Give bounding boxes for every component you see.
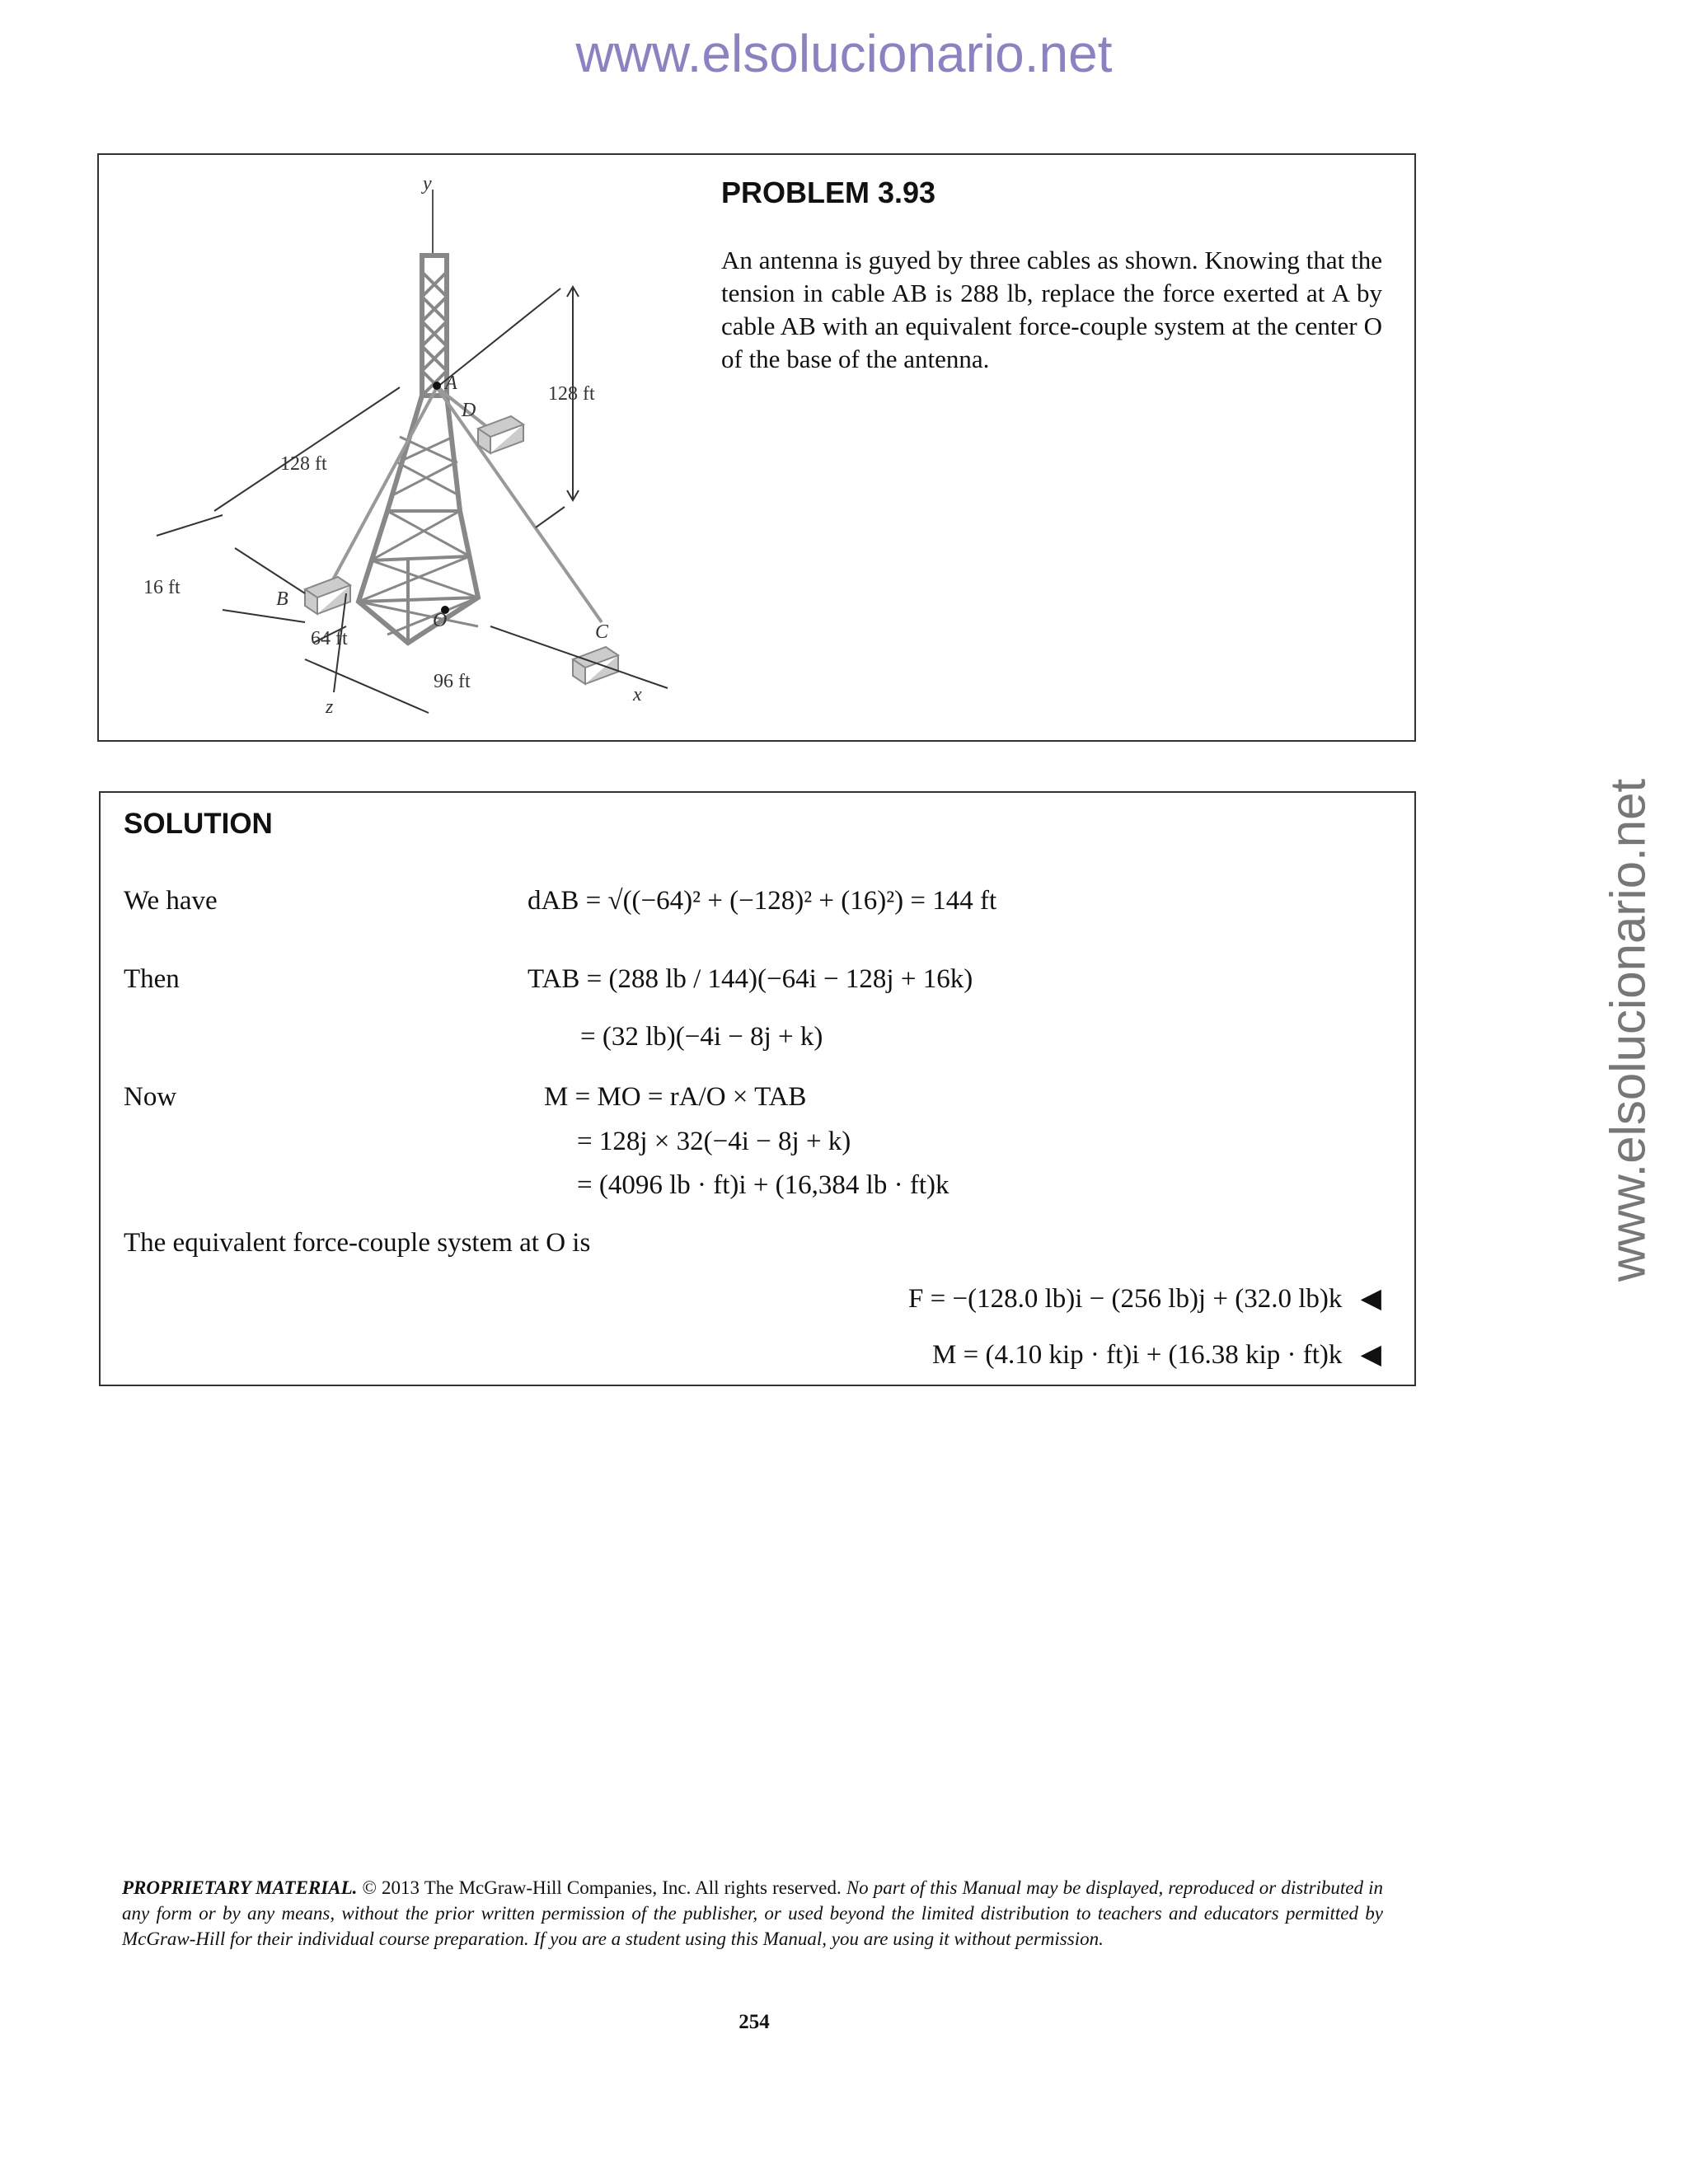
problem-statement: An antenna is guyed by three cables as shown. Knowing that the tension in cable AB is 288 lb, replace the force exerted at A by cable AB with an equivalent force-couple system at the center O of the base of the antenna.: [721, 246, 1382, 373]
dim-128: 128 ft: [280, 453, 327, 475]
label-O: O: [433, 610, 448, 631]
conclusion-text: The equivalent force-couple system at O is: [124, 1228, 591, 1258]
watermark-side: www.elsolucionario.net: [1600, 778, 1656, 1282]
antenna-figure: [115, 165, 709, 733]
label-A: A: [445, 373, 457, 394]
eq-moment: M = MO = rA/O × TAB: [544, 1082, 807, 1112]
eq-moment-cross: = 128j × 32(−4i − 8j + k): [577, 1127, 851, 1156]
answer-marker-icon: ◀: [1360, 1284, 1381, 1314]
label-x: x: [633, 684, 642, 705]
footer-copyright: © 2013 The McGraw-Hill Companies, Inc. All rights reserved.: [357, 1877, 846, 1898]
dim-16: 16 ft: [143, 577, 181, 598]
answer-force: [908, 1282, 1381, 1315]
solution-title: SOLUTION: [124, 808, 273, 840]
eq-distance: dAB = √((−64)² + (−128)² + (16)²) = 144 ft: [528, 886, 997, 916]
label-C: C: [595, 621, 609, 643]
label-now: Now: [124, 1082, 177, 1112]
answer-marker-icon: ◀: [1360, 1340, 1381, 1370]
page-number: 254: [738, 2011, 770, 2033]
label-y: y: [423, 173, 432, 194]
footer-lead: PROPRIETARY MATERIAL.: [122, 1877, 358, 1898]
dim-vertical: 128 ft: [548, 383, 595, 405]
label-z: z: [326, 696, 334, 718]
eq-tension-simplified: = (32 lb)(−4i − 8j + k): [580, 1022, 823, 1052]
eq-tension: TAB = (288 lb / 144)(−64i − 128j + 16k): [528, 964, 973, 994]
label-then: Then: [124, 964, 180, 994]
answer-moment: [932, 1338, 1381, 1371]
watermark-top[interactable]: www.elsolucionario.net: [575, 24, 1113, 83]
footer-notice: [122, 1875, 1383, 1952]
problem-title: PROBLEM 3.93: [721, 176, 936, 209]
answer-moment-text: M = (4.10 kip · ft)i + (16.38 kip · ft)k: [932, 1340, 1343, 1370]
footer-notice-text: No part of this Manual may be displayed, reproduced or distributed in any form or by any means, without the prior written permission of the publisher, or used beyond the limited distribution to teachers and educators permitted by McGraw-Hill for their individual course preparation. If you are a student using this Manual, you are using it without permission.: [122, 1877, 1383, 1949]
eq-moment-result: = (4096 lb · ft)i + (16,384 lb · ft)k: [577, 1170, 950, 1200]
dim-64: 64 ft: [311, 628, 348, 649]
answer-force-text: F = −(128.0 lb)i − (256 lb)j + (32.0 lb)k: [908, 1284, 1343, 1314]
label-B: B: [276, 588, 288, 610]
label-D: D: [462, 400, 476, 421]
dim-96: 96 ft: [434, 671, 471, 692]
label-we-have: We have: [124, 886, 218, 916]
